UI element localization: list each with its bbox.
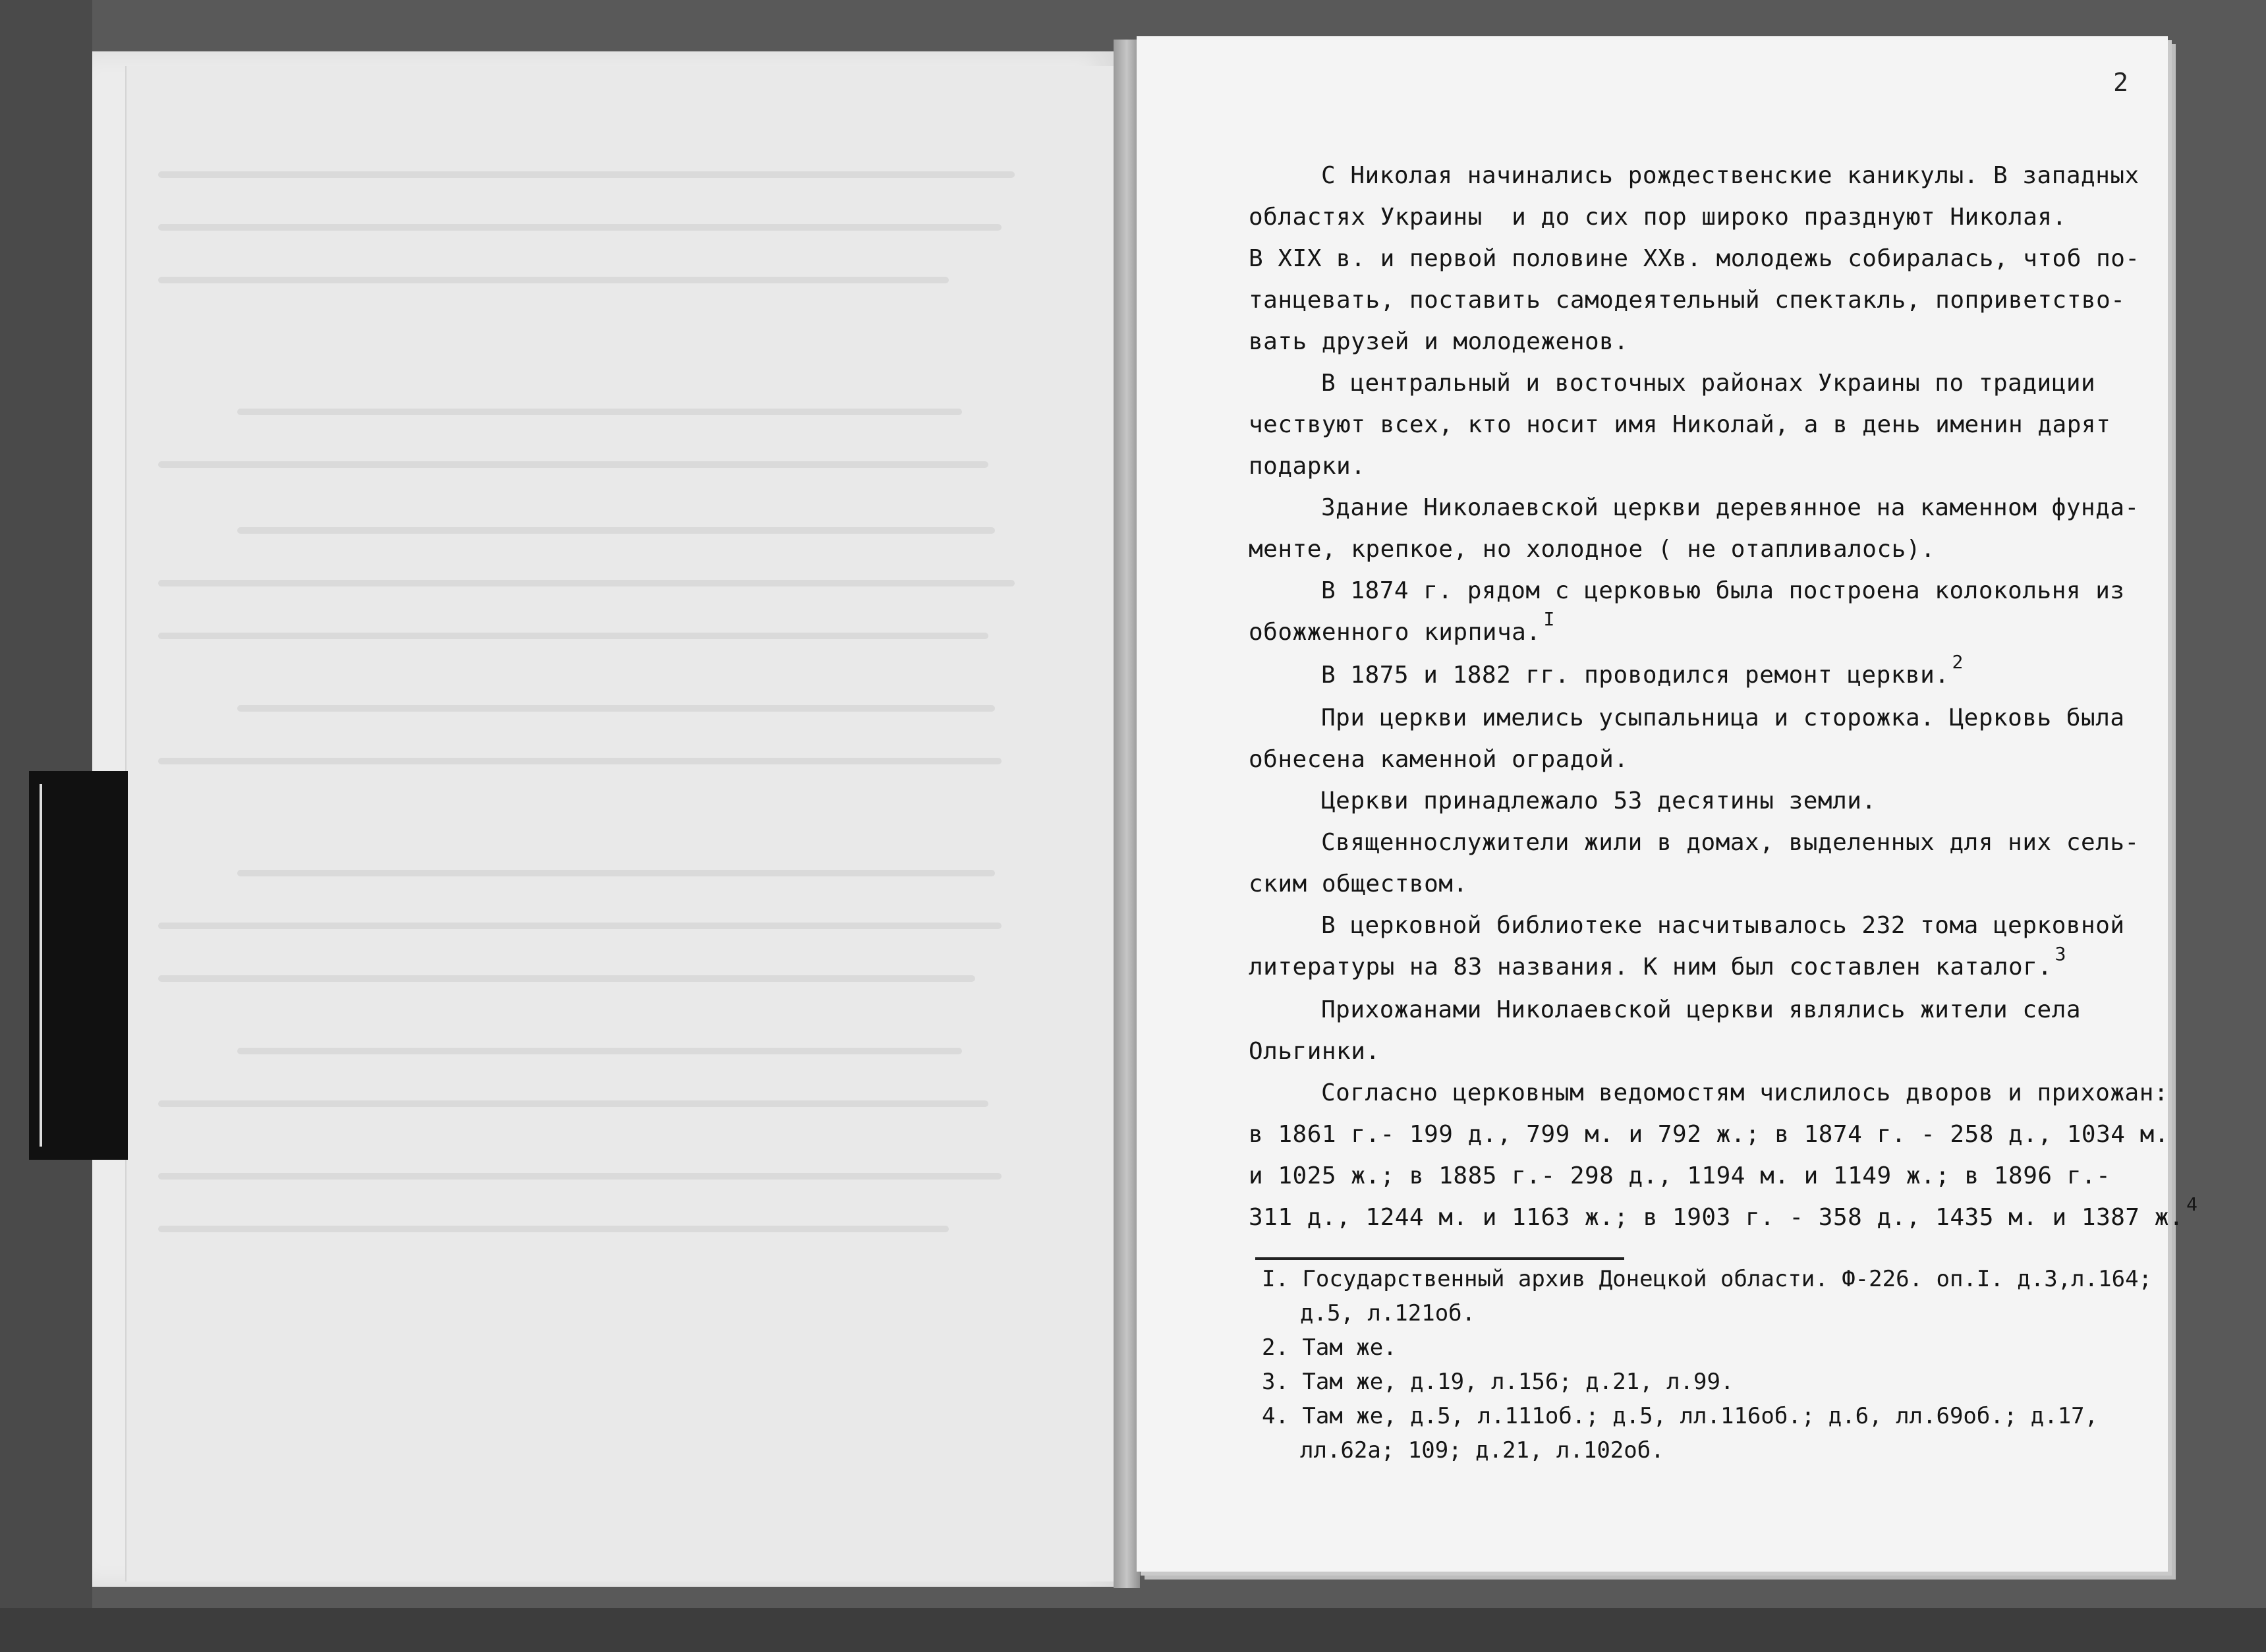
bleed-line [237,870,995,876]
bleed-line [158,277,949,283]
text-line: В XIX в. и первой половине XXв. молодежь собиралась, чтоб по- [1249,245,2140,272]
main-text [1249,155,2198,1239]
footnote-ref: I [1543,608,1555,630]
left-page-bleedthrough [158,171,1067,1357]
bleed-line [158,1173,1002,1180]
scan-background-bottom [0,1608,2266,1652]
footnote-ref: 3 [2054,943,2066,965]
bleed-line [237,1048,962,1054]
text-line: Согласно церковным ведомостям числилось дворов и прихожан: [1321,1079,2169,1106]
text-line: С Николая начинались рождественские каникулы. В западных [1321,162,2139,189]
text-line-content: обожженного кирпича. [1249,619,1541,646]
bleed-line [158,461,988,468]
text-line-content: 311 д., 1244 м. и 1163 ж.; в 1903 г. - 358 д., 1435 м. и 1387 ж. [1249,1204,2184,1231]
text-line: в 1861 г.- 199 д., 799 м. и 792 ж.; в 1874 г. - 258 д., 1034 м. [1249,1121,2169,1148]
text-line: подарки. [1249,453,1366,480]
text-line: Церкви принадлежало 53 десятины земли. [1321,787,1877,814]
text-line [1249,1193,2198,1239]
binding-tab [29,771,128,1160]
bleed-line [158,758,1002,764]
text-line-content: литературы на 83 названия. К ним был составлен каталог. [1249,954,2053,981]
bleed-line [158,975,975,982]
bleed-line [158,1100,988,1107]
text-line: В церковной библиотеке насчитывалось 232 тома церковной [1321,912,2125,939]
bleed-line [237,527,995,534]
text-line: менте, крепкое, но холодное ( не отапливалось). [1249,536,1936,563]
footnote-ref: 4 [2186,1193,2198,1215]
footnotes [1262,1262,2171,1467]
binding-thread [40,784,42,1147]
book-gutter [1114,40,1140,1588]
text-line: чествуют всех, кто носит имя Николай, а в день именин дарят [1249,411,2111,438]
text-line: обнесена каменной оградой. [1249,746,1629,773]
text-line: Ольгинки. [1249,1038,1380,1065]
bleed-line [158,923,1002,929]
right-page [1137,36,2198,1572]
bleed-line [237,705,995,712]
text-line: Священнослужители жили в домах, выделенных для них сель- [1321,829,2139,856]
footnote-item-continuation: д.5, л.121об. [1300,1300,1476,1326]
bleed-line [237,409,962,415]
text-line: При церкви имелись усыпальница и сторожка. Церковь была [1321,704,2125,731]
text-line: танцевать, поставить самодеятельный спектакль, поприветство- [1249,287,2126,314]
text-line: В центральный и восточных районах Украины по традиции [1321,370,2096,397]
text-line: ским обществом. [1249,870,1468,897]
text-line: Здание Николаевской церкви деревянное на каменном фунда- [1321,494,2139,521]
bleed-line [158,633,988,639]
text-line [1249,651,2138,697]
text-line: областях Украины и до сих пор широко празднуют Николая. [1249,204,2067,231]
page-number: 2 [2113,68,2128,97]
text-line [1249,943,2138,989]
footnote-ref: 2 [1952,651,1964,673]
text-line: и 1025 ж.; в 1885 г.- 298 д., 1194 м. и 1149 ж.; в 1896 г.- [1249,1162,2111,1189]
footnote-item: 3. Там же, д.19, л.156; д.21, л.99. [1262,1369,1734,1395]
footnote-divider [1255,1257,1624,1260]
text-line: Прихожанами Николаевской церкви являлись жители села [1321,996,2082,1023]
text-line-content: В 1875 и 1882 гг. проводился ремонт церкви. [1321,662,1950,689]
footnote-item: I. Государственный архив Донецкой области. Ф-226. оп.I. д.3,л.164; [1262,1266,2153,1292]
bleed-line [158,224,1002,231]
footnote-item: 2. Там же. [1262,1334,1397,1361]
bleed-line [158,171,1015,178]
footnote-item-continuation: лл.62а; 109; д.21, л.102об. [1300,1437,1664,1464]
text-line: вать друзей и молодеженов. [1249,328,1629,355]
bleed-line [158,580,1015,586]
text-line: В 1874 г. рядом с церковью была построена колокольня из [1321,577,2125,604]
bleed-line [158,1226,949,1232]
text-line [1249,608,2138,654]
footnote-item: 4. Там же, д.5, л.111об.; д.5, лл.116об.; д.6, лл.69об.; д.17, [1262,1403,2099,1429]
